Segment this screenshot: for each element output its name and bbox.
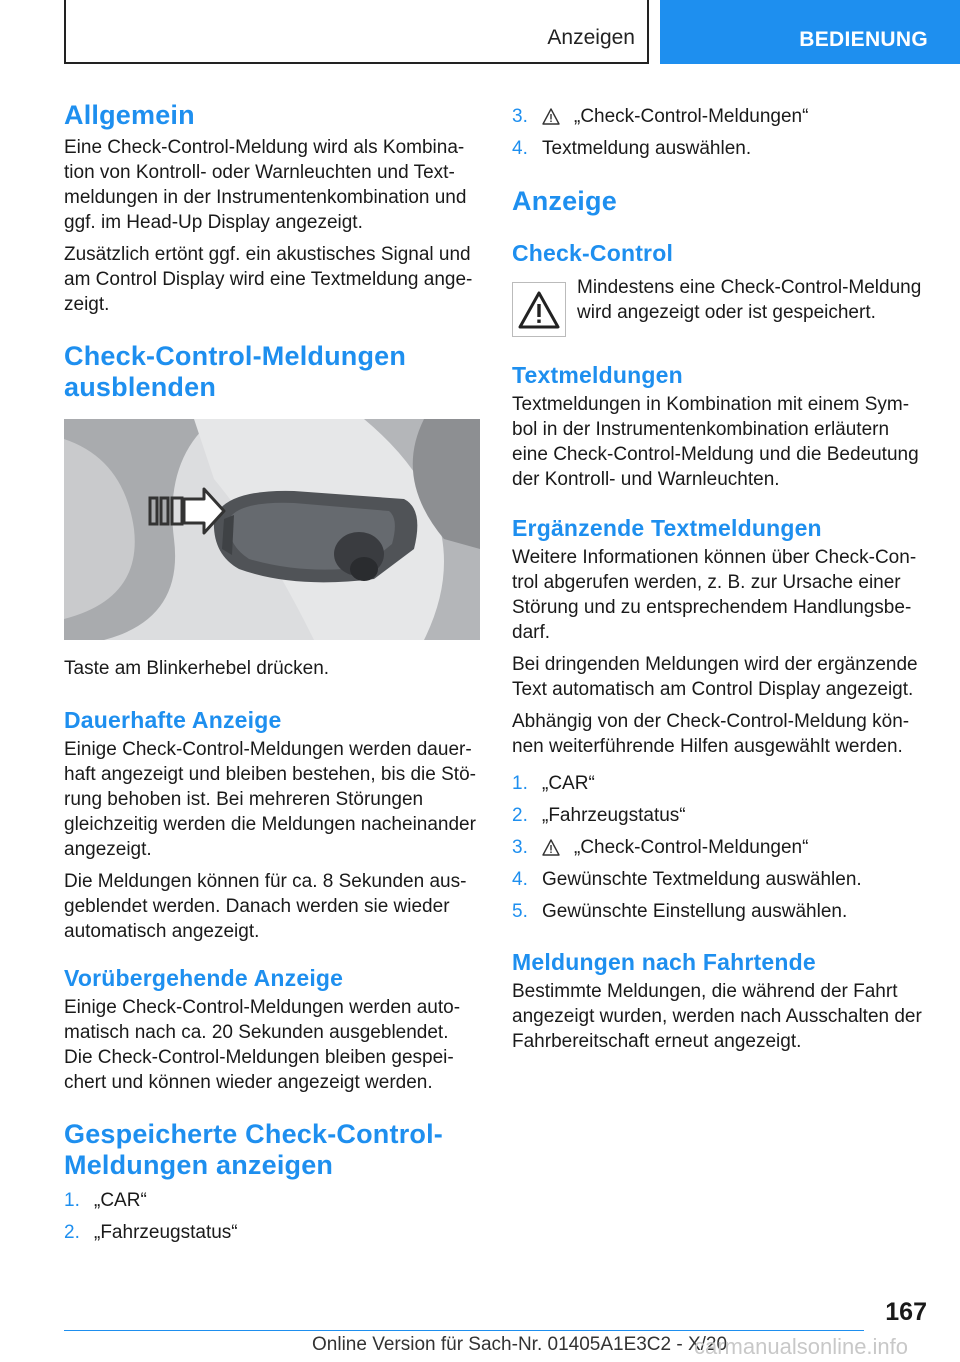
turn-signal-lever-illustration — [64, 419, 480, 640]
list-item-number: 1. — [64, 1190, 80, 1211]
paragraph-dauerhaft-2: Die Meldungen können für ca. 8 Sekunden ausgeblendet werden. Danach werden sie wieder automatisch angezeigt. — [64, 871, 467, 942]
list-item — [512, 835, 927, 860]
list-item-number: 3. — [512, 837, 528, 858]
list-item-number: 5. — [512, 901, 528, 922]
paragraph-taste: Taste am Blinkerhebel drücken. — [64, 658, 330, 679]
heading-ausblenden-line1: Check-Control-Meldungen — [64, 341, 407, 371]
right-column — [512, 104, 927, 1054]
list-item — [64, 1188, 480, 1213]
heading-ausblenden — [64, 341, 480, 403]
paragraph-checkcontrol: Mindestens eine Check-Control-Meldung wird angezeigt oder ist gespeichert. — [577, 277, 922, 323]
list-item-text: „Check-Control-Meldungen“ — [574, 837, 809, 858]
list-item — [512, 771, 927, 796]
heading-allgemein: Allgemein — [64, 100, 195, 130]
footer-divider — [64, 1330, 864, 1331]
paragraph-dauerhaft-1: Einige Check-Control-Meldungen werden dauerhaft angezeigt und bleiben bestehen, bis die Störung behoben ist. Bei mehreren Störungen gleichzeitig werden die Meldungen nacheinander angezeigt. — [64, 739, 476, 860]
list-item-text: „CAR“ — [542, 773, 595, 794]
heading-ergaenzend: Ergänzende Textmeldungen — [512, 515, 822, 541]
paragraph-voruebergehend: Einige Check-Control-Meldungen werden automatisch nach ca. 20 Sekunden ausgeblendet. Die Check-Control-Meldungen bleiben gespeichert und können wieder angezeigt werden. — [64, 997, 461, 1093]
warning-triangle-icon — [542, 835, 574, 860]
list-item — [512, 867, 927, 892]
list-item-text: „Check-Control-Meldungen“ — [574, 106, 809, 127]
list-item-number: 2. — [512, 805, 528, 826]
list-item-text: Textmeldung auswählen. — [542, 138, 752, 159]
heading-textmeldungen: Textmeldungen — [512, 362, 683, 388]
heading-gespeichert-line1: Gespeicherte Check-Control- — [64, 1119, 443, 1149]
list-item-text: „Fahrzeugstatus“ — [94, 1222, 238, 1243]
header-chapter-title: BEDIENUNG — [799, 28, 928, 51]
list-item-number: 4. — [512, 869, 528, 890]
list-item-number: 3. — [512, 106, 528, 127]
heading-gespeichert — [64, 1119, 480, 1181]
header-section-box — [64, 0, 649, 64]
paragraph-allgemein-1: Eine Check-Control-Meldung wird als Kombination von Kontroll- oder Warnleuchten und Textmeldungen in der Instrumentenkombination und ggf. im Head-Up Display angezeigt. — [64, 137, 467, 233]
heading-anzeige: Anzeige — [512, 186, 617, 216]
list-item — [512, 899, 927, 924]
list-item-number: 4. — [512, 138, 528, 159]
heading-dauerhaft: Dauerhafte Anzeige — [64, 707, 282, 733]
page-number: 167 — [885, 1298, 927, 1326]
list-item-text: Gewünschte Textmeldung auswählen. — [542, 869, 862, 890]
heading-ausblenden-line2: ausblenden — [64, 372, 217, 402]
paragraph-fahrtende: Bestimmte Meldungen, die während der Fahrt angezeigt wurden, werden nach Ausschalten der Fahrbereitschaft erneut angezeigt. — [512, 981, 922, 1052]
steps-list-left — [64, 1188, 480, 1245]
list-item-text: „Fahrzeugstatus“ — [542, 805, 686, 826]
paragraph-textmeldungen: Textmeldungen in Kombination mit einem Symbol in der Instrumentenkombination erläutern eine Check-Control-Meldung und die Bedeutung der Kontroll- und Warnleuchten. — [512, 394, 919, 490]
warning-triangle-icon — [542, 104, 574, 129]
left-column — [64, 100, 480, 1245]
heading-voruebergehend: Vorübergehende Anzeige — [64, 965, 344, 991]
header-section-title: Anzeigen — [547, 26, 635, 49]
heading-checkcontrol: Check-Control — [512, 240, 674, 266]
list-item — [64, 1220, 480, 1245]
paragraph-allgemein-2: Zusätzlich ertönt ggf. ein akustisches Signal und am Control Display wird eine Textmeldung angezeigt. — [64, 244, 473, 315]
steps-list-right-continued — [512, 104, 927, 161]
steps-list-right — [512, 771, 927, 924]
header-chapter-box — [660, 0, 960, 64]
paragraph-ergaenzend-2: Bei dringenden Meldungen wird der ergänzende Text automatisch am Control Display angezeigt. — [512, 654, 918, 700]
list-item-text: Gewünschte Einstellung auswählen. — [542, 901, 848, 922]
checkcontrol-callout — [512, 279, 927, 337]
list-item — [512, 803, 927, 828]
list-item-text: „CAR“ — [94, 1190, 147, 1211]
list-item-number: 2. — [64, 1222, 80, 1243]
heading-fahrtende: Meldungen nach Fahrtende — [512, 949, 816, 975]
list-item — [512, 136, 927, 161]
paragraph-ergaenzend-3: Abhängig von der Check-Control-Meldung können weiterführende Hilfen ausgewählt werden. — [512, 711, 910, 757]
footer-watermark: carmanualsonline.info — [694, 1334, 909, 1359]
list-item — [512, 104, 927, 129]
turn-signal-lever-photo — [64, 419, 480, 640]
list-item-number: 1. — [512, 773, 528, 794]
heading-gespeichert-line2: Meldungen anzeigen — [64, 1150, 334, 1180]
footer-online-version: Online Version für Sach-Nr. 01405A1E3C2 - X/20 — [312, 1334, 728, 1355]
warning-triangle-icon — [512, 282, 566, 337]
paragraph-ergaenzend-1: Weitere Informationen können über Check-Control abgerufen werden, z. B. zur Ursache einer Störung und zu entsprechendem Handlungsbedarf. — [512, 547, 917, 643]
